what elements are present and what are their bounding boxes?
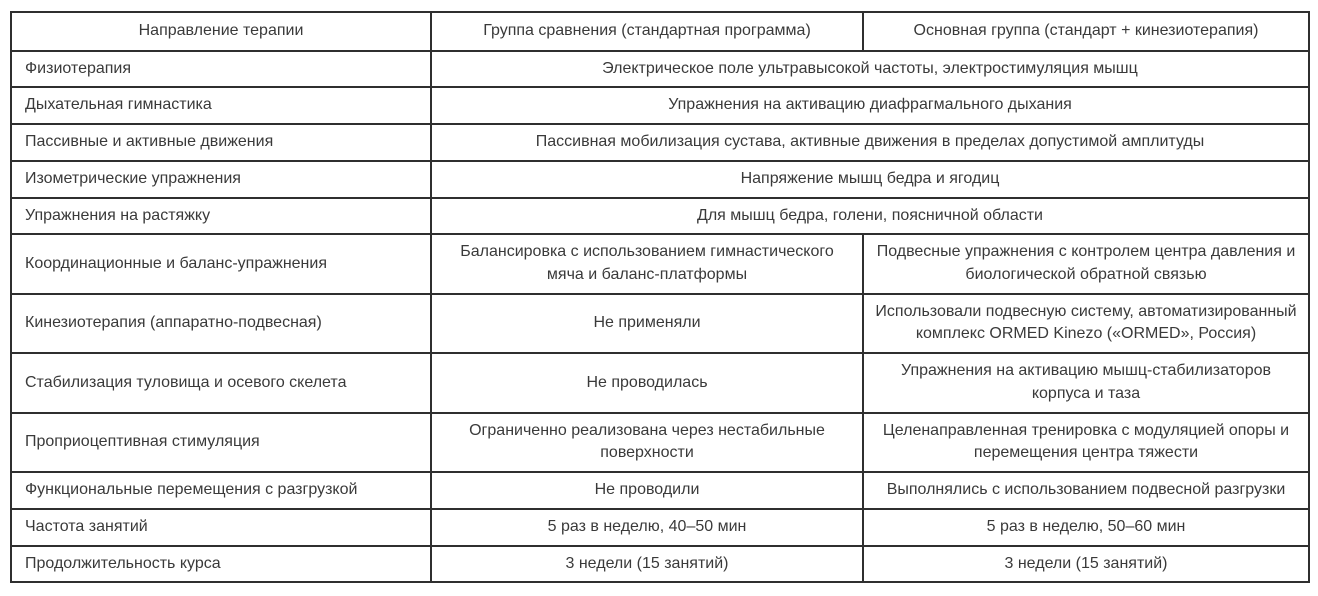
therapy-direction-cell: Упражнения на растяжку: [11, 198, 431, 235]
both-groups-cell: Электрическое поле ультравысокой частоты, электростимуляция мышц: [431, 51, 1309, 88]
main-group-cell: 5 раз в неделю, 50–60 мин: [863, 509, 1309, 546]
comparison-group-cell: 3 недели (15 занятий): [431, 546, 863, 583]
main-group-cell: Упражнения на активацию мышц-стабилизаторов корпуса и таза: [863, 353, 1309, 412]
both-groups-cell: Для мышц бедра, голени, поясничной области: [431, 198, 1309, 235]
main-group-cell: 3 недели (15 занятий): [863, 546, 1309, 583]
table-row-isometric-exercises: [11, 161, 1309, 198]
comparison-group-cell: Балансировка с использованием гимнастического мяча и баланс-платформы: [431, 234, 863, 293]
therapy-direction-cell: Продолжительность курса: [11, 546, 431, 583]
table-row-coordination-balance: [11, 234, 1309, 293]
table-row-trunk-stabilization: [11, 353, 1309, 412]
both-groups-cell: Напряжение мышц бедра и ягодиц: [431, 161, 1309, 198]
comparison-group-cell: Ограниченно реализована через нестабильные поверхности: [431, 413, 863, 472]
table-row-session-frequency: [11, 509, 1309, 546]
therapy-direction-cell: Дыхательная гимнастика: [11, 87, 431, 124]
main-group-cell: Целенаправленная тренировка с модуляцией опоры и перемещения центра тяжести: [863, 413, 1309, 472]
table-row-breathing-gymnastics: [11, 87, 1309, 124]
comparison-group-cell: Не проводили: [431, 472, 863, 509]
header-row: [11, 12, 1309, 51]
col-header-therapy-direction: Направление терапии: [11, 12, 431, 51]
comparison-group-cell: Не проводилась: [431, 353, 863, 412]
main-group-cell: Выполнялись с использованием подвесной разгрузки: [863, 472, 1309, 509]
therapy-direction-cell: Кинезиотерапия (аппаратно-подвесная): [11, 294, 431, 353]
both-groups-cell: Упражнения на активацию диафрагмального дыхания: [431, 87, 1309, 124]
therapy-direction-cell: Координационные и баланс-упражнения: [11, 234, 431, 293]
therapy-program-table: [10, 11, 1310, 583]
therapy-direction-cell: Изометрические упражнения: [11, 161, 431, 198]
table-row-proprioceptive-stimulation: [11, 413, 1309, 472]
col-header-comparison-group: Группа сравнения (стандартная программа): [431, 12, 863, 51]
table-row-physiotherapy: [11, 51, 1309, 88]
comparison-group-cell: Не применяли: [431, 294, 863, 353]
both-groups-cell: Пассивная мобилизация сустава, активные движения в пределах допустимой амплитуды: [431, 124, 1309, 161]
therapy-direction-cell: Функциональные перемещения с разгрузкой: [11, 472, 431, 509]
table-row-passive-active-movements: [11, 124, 1309, 161]
table-row-course-duration: [11, 546, 1309, 583]
table-row-kinesiotherapy: [11, 294, 1309, 353]
table-row-stretching-exercises: [11, 198, 1309, 235]
main-group-cell: Использовали подвесную систему, автоматизированный комплекс ORMED Kinezo («ORMED», Россия): [863, 294, 1309, 353]
main-group-cell: Подвесные упражнения с контролем центра давления и биологической обратной связью: [863, 234, 1309, 293]
therapy-direction-cell: Физиотерапия: [11, 51, 431, 88]
comparison-group-cell: 5 раз в неделю, 40–50 мин: [431, 509, 863, 546]
therapy-direction-cell: Пассивные и активные движения: [11, 124, 431, 161]
therapy-direction-cell: Стабилизация туловища и осевого скелета: [11, 353, 431, 412]
therapy-direction-cell: Частота занятий: [11, 509, 431, 546]
therapy-direction-cell: Проприоцептивная стимуляция: [11, 413, 431, 472]
table-row-functional-movements: [11, 472, 1309, 509]
col-header-main-group: Основная группа (стандарт + кинезиотерапия): [863, 12, 1309, 51]
